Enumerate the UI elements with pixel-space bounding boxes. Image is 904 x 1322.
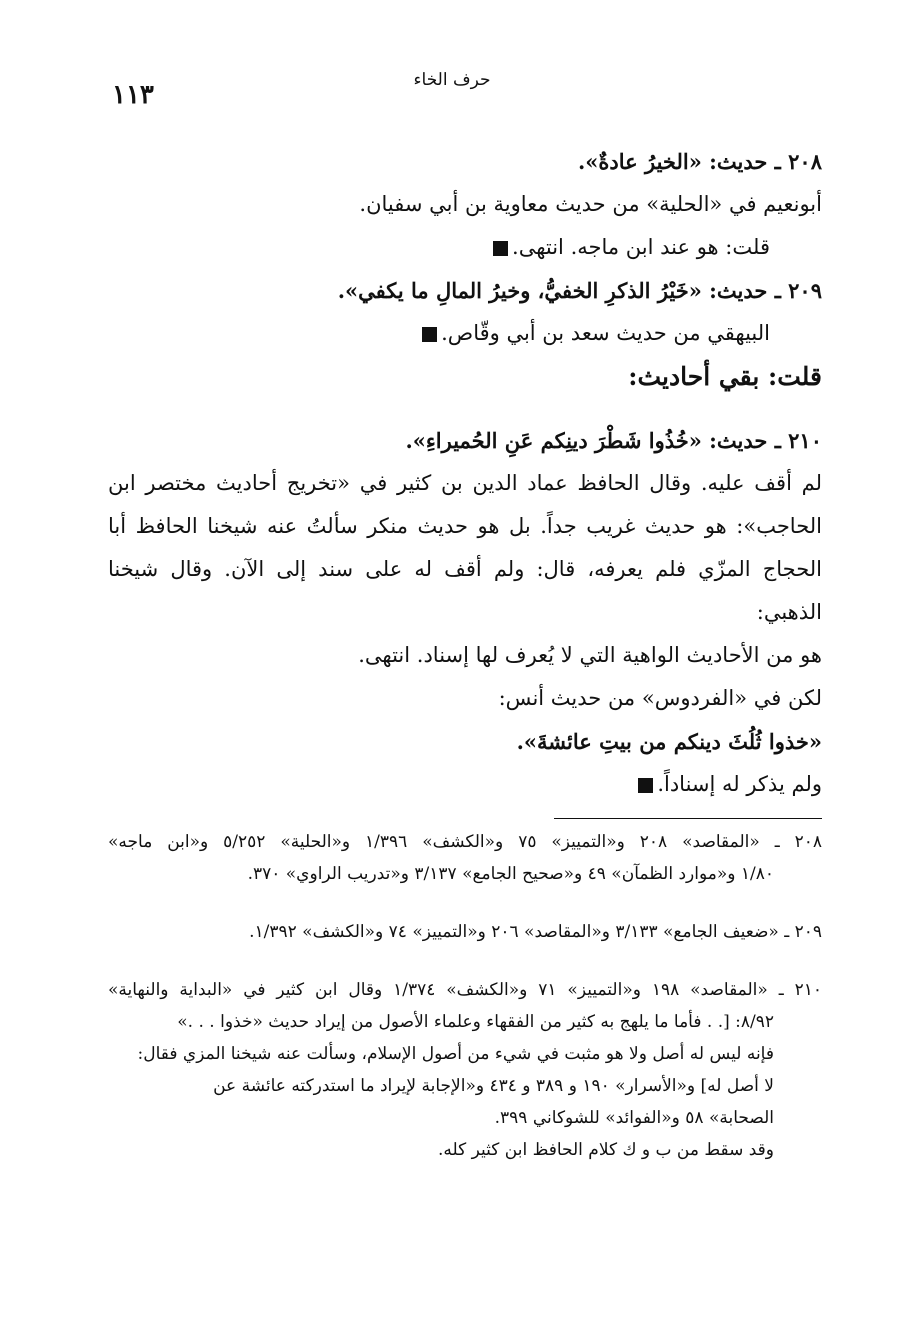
- footnote-208-line-1: ٢٠٨ ـ «المقاصد» ٢٠٨ و«التمييز» ٧٥ و«الكشف» ١/٣٩٦ و«الحلية» ٥/٢٥٢ و«ابن ماجه»: [108, 832, 823, 852]
- end-mark-icon: [422, 327, 437, 342]
- footnote-210-line-6: وقد سقط من ب و ك كلام الحافظ ابن كثير كله.: [438, 1140, 774, 1160]
- entry-208-line-2: [108, 226, 822, 269]
- footnote-210-line-1: ٢١٠ ـ «المقاصد» ١٩٨ و«التمييز» ٧١ و«الكشف» ١/٣٧٤ وقال ابن كثير في «البداية والنهاية»: [108, 980, 822, 1000]
- entry-209-line-1: [108, 312, 822, 355]
- footnote-210-line-5: الصحابة» ٥٨ و«الفوائد» للشوكاني ٣٩٩.: [494, 1108, 774, 1128]
- entry-210-line-2: الحاجب»: هو حديث غريب جداً. بل هو حديث منكر سألتُ عنه شيخنا الحافظ أبا: [108, 514, 822, 538]
- entry-210-line-4: هو من الأحاديث الواهية التي لا يُعرف لها إسناد. انتهى.: [358, 643, 822, 667]
- footnote-210-line-3: فإنه ليس له أصل ولا هو مثبت في شيء من أصول الإسلام، وسألت عنه شيخنا المزي فقال:: [137, 1044, 774, 1064]
- entry-208-line-1: أبونعيم في «الحلية» من حديث معاوية بن أبي سفيان.: [359, 192, 822, 216]
- spacer: [108, 399, 822, 419]
- running-title: حرف الخاء: [413, 70, 491, 90]
- end-mark-icon: [638, 778, 653, 793]
- entry-209-line-1-text: البيهقي من حديث سعد بن أبي وقّاص.: [441, 321, 770, 345]
- entry-208-line-2-text: قلت: هو عند ابن ماجه. انتهى.: [512, 235, 770, 259]
- entry-210-line-6: «خذوا ثُلُثَ دينكم من بيتِ عائشةَ».: [516, 729, 822, 754]
- footnote-210-line-4: لا أصل له] و«الأسرار» ١٩٠ و ٣٨٩ و ٤٣٤ و«الإجابة لإيراد ما استدركته عائشة عن: [213, 1076, 774, 1096]
- spacer: [108, 948, 822, 974]
- end-mark-icon: [493, 241, 508, 256]
- footnote-208-line-2: ١/٨٠ و«موارد الظمآن» ٤٩ و«صحيح الجامع» ٣/١٣٧ و«تدريب الراوي» ٣٧٠.: [247, 864, 774, 884]
- footnote-209-line-1: ٢٠٩ ـ «ضعيف الجامع» ٣/١٣٣ و«المقاصد» ٢٠٦ و«التمييز» ٧٤ و«الكشف» ١/٣٩٢.: [249, 922, 822, 942]
- footnote-210-line-2: ٨/٩٢: [. . فأما ما يلهج به كثير من الفقهاء وعلماء الأصول من إيراد حديث «خذوا . . .»: [177, 1012, 774, 1032]
- entry-208-title: ٢٠٨ ـ حديث: «الخيرُ عادةٌ».: [577, 149, 822, 174]
- entry-209-title: ٢٠٩ ـ حديث: «خَيْرُ الذكرِ الخفيُّ، وخيرُ المالِ ما يكفي».: [337, 278, 822, 303]
- section-heading: قلت: بقي أحاديث:: [628, 362, 822, 391]
- spacer: [108, 890, 822, 916]
- page-number: ١١٣: [112, 80, 154, 110]
- entry-210-line-5: لكن في «الفردوس» من حديث أنس:: [498, 686, 822, 710]
- entry-210-line-1: لم أقف عليه. وقال الحافظ عماد الدين بن كثير في «تخريج أحاديث مختصر ابن: [108, 471, 822, 495]
- entry-210-title: ٢١٠ ـ حديث: «خُذُوا شَطْرَ دينِكم عَنِ الحُميراءِ».: [405, 428, 822, 453]
- entry-210-line-7: [108, 763, 822, 806]
- entry-210-line-3: الحجاج المزّي فلم يعرفه، قال: ولم أقف له على سند إلى الآن. وقال شيخنا الذهبي:: [108, 557, 822, 624]
- entry-210-line-7-text: ولم يذكر له إسناداً.: [657, 772, 822, 796]
- footnote-rule: [554, 818, 822, 819]
- footnotes: [108, 826, 822, 1166]
- main-text: [108, 140, 822, 806]
